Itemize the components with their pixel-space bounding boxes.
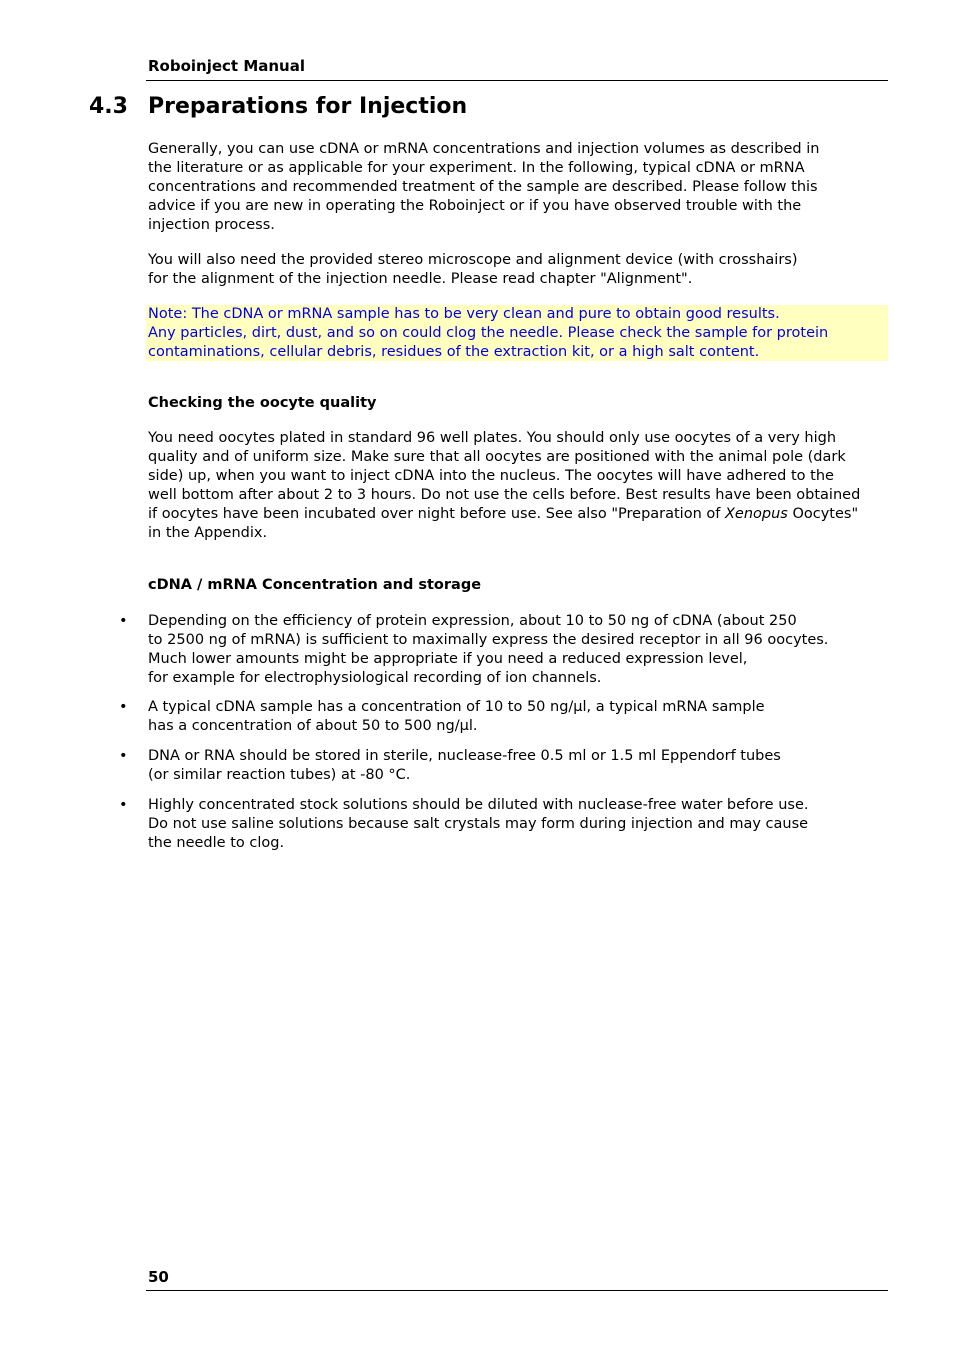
bullet-icon: •	[119, 699, 128, 715]
bullet-icon: •	[119, 797, 128, 813]
oocyte-quality-paragraph	[148, 429, 888, 543]
list-item-text: Highly concentrated stock solutions should be diluted with nuclease-free water before use. Do not use saline solutions because salt crystals may form during injection and may cause the needle to clog.	[148, 797, 809, 851]
oocyte-text-part-1: You need oocytes plated in standard 96 well plates. You should only use oocytes of a very high quality and of uniform size. Make sure that all oocytes are positioned with the animal pole (dark side) up, when you want to inject cDNA into the nucleus. The oocytes will have adhered to the well bottom after about 2 to 3 hours. Do not use the cells before. Best results have been obtained if oocytes have been incubated over night before use. See also "Preparation of	[148, 430, 861, 522]
footer-divider	[146, 1290, 888, 1291]
note-text: Note: The cDNA or mRNA sample has to be very clean and pure to obtain good results. Any particles, dirt, dust, and so on could clog the needle. Please check the sample for protein contaminations, cellular debris, residues of the extraction kit, or a high salt content.	[148, 306, 829, 360]
xenopus-italic: Xenopus	[724, 506, 788, 522]
storage-heading: cDNA / mRNA Concentration and storage	[148, 577, 482, 593]
list-item-text: Depending on the efficiency of protein expression, about 10 to 50 ng of cDNA (about 250 to 2500 ng of mRNA) is sufficient to maximally express the desired receptor in all 96 oocytes. Much lower amounts might be appropriate if you need a reduced expression level, for example for electrophysiological recording of ion channels.	[148, 613, 829, 686]
oocyte-text-part-2: Oocytes" in the Appendix.	[148, 506, 859, 541]
section-title: Preparations for Injection	[148, 94, 468, 119]
running-header: Roboinject Manual	[148, 57, 305, 75]
list-item-text: A typical cDNA sample has a concentration of 10 to 50 ng/µl, a typical mRNA sample has a concentration of about 50 to 500 ng/µl.	[148, 699, 765, 734]
intro-paragraph: Generally, you can use cDNA or mRNA concentrations and injection volumes as described in the literature or as applicable for your experiment. In the following, typical cDNA or mRNA concentrations and recommended treatment of the sample are described. Please follow this advice if you are new in operating the Roboinject or if you have observed trouble with the injection process.	[148, 141, 820, 233]
alignment-paragraph: You will also need the provided stereo microscope and alignment device (with crosshairs) for the alignment of the injection needle. Please read chapter "Alignment".	[148, 252, 798, 287]
list-item-text: DNA or RNA should be stored in sterile, nuclease-free 0.5 ml or 1.5 ml Eppendorf tubes (or similar reaction tubes) at -80 °C.	[148, 748, 781, 783]
bullet-icon: •	[119, 613, 128, 629]
oocyte-quality-heading: Checking the oocyte quality	[148, 395, 377, 411]
section-number: 4.3	[89, 94, 128, 119]
header-divider	[146, 80, 888, 81]
page-number: 50	[148, 1268, 169, 1286]
bullet-icon: •	[119, 748, 128, 764]
